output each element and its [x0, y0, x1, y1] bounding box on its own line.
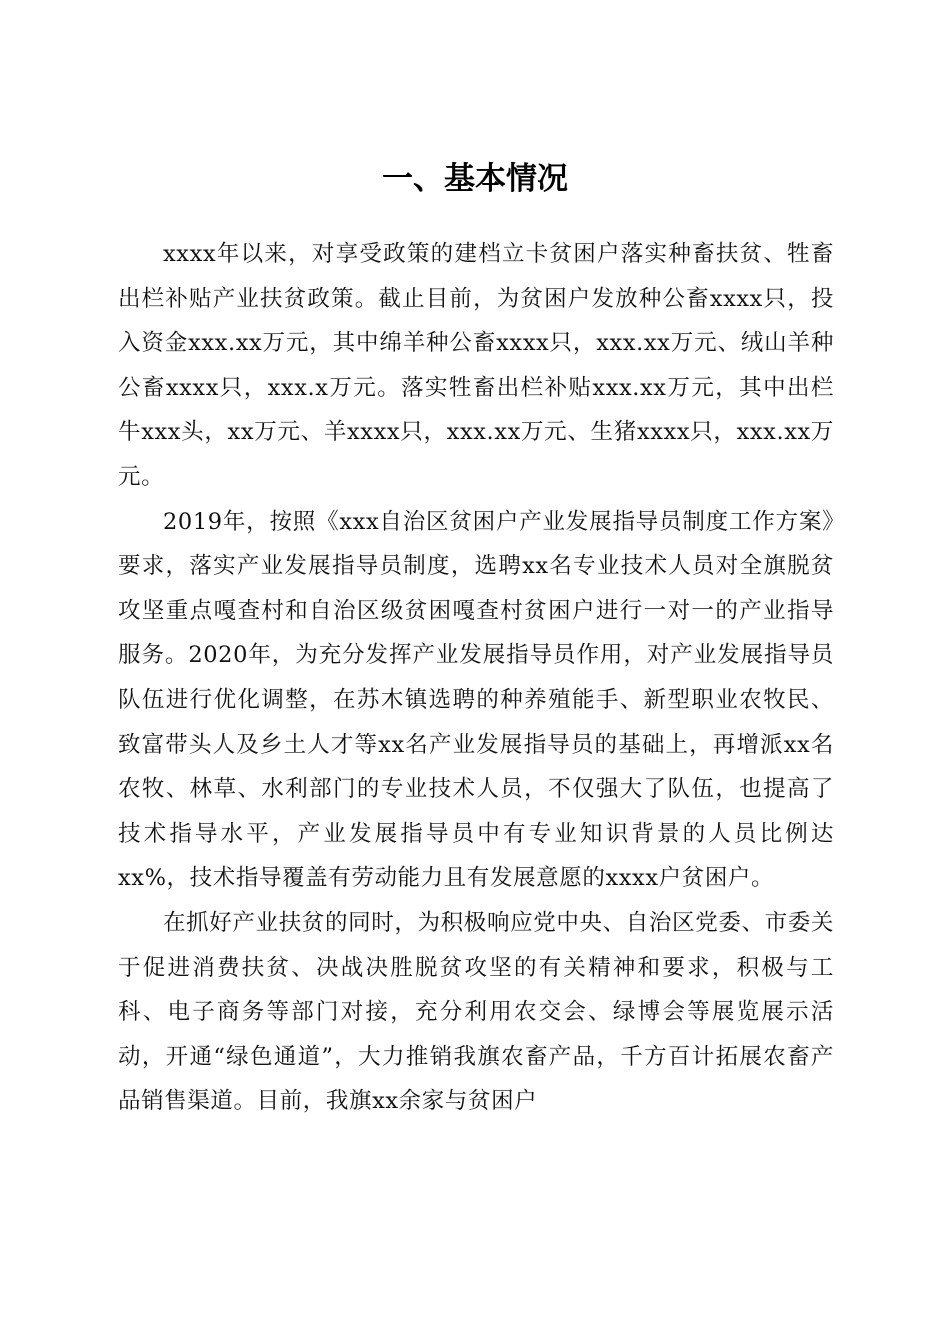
body-text — [118, 232, 834, 1124]
paragraph-consumption: 在抓好产业扶贫的同时，为积极响应党中央、自治区党委、市委关于促进消费扶贫、决战决胜脱贫攻坚的有关精神和要求，积极与工科、电子商务等部门对接，充分利用农交会、绿博会等展览展示活动，开通“绿色通道”，大力推销我旗农畜产品，千方百计拓展农畜产品销售渠道。目前，我旗xx余家与贫困户 — [118, 909, 834, 1115]
section-heading: 一、基本情况 — [382, 160, 568, 197]
paragraph-instructors: 2019年，按照《xxx自治区贫困户产业发展指导员制度工作方案》要求，落实产业发展指导员制度，选聘xx名专业技术人员对全旗脱贫攻坚重点嘎查村和自治区级贫困嘎查村贫困户进行一对一的产业指导服务。2020年，为充分发挥产业发展指导员作用，对产业发展指导员队伍进行优化调整，在苏木镇选聘的种养殖能手、新型职业农牧民、致富带头人及乡土人才等xx名产业发展指导员的基础上，再增派xx名农牧、林草、水利部门的专业技术人员，不仅强大了队伍，也提高了技术指导水平，产业发展指导员中有专业知识背景的人员比例达xx%，技术指导覆盖有劳动能力且有发展意愿的xxxx户贫困户。 — [118, 508, 834, 892]
paragraph-subsidy: xxxx年以来，对享受政策的建档立卡贫困户落实种畜扶贫、牲畜出栏补贴产业扶贫政策。截止目前，为贫困户发放种公畜xxxx只，投入资金xxx.xx万元，其中绵羊种公畜xxxx只，xxx.xx万元、绒山羊种公畜xxxx只，xxx.x万元。落实牲畜出栏补贴xxx.xx万元，其中出栏牛xxx头，xx万元、羊xxxx只，xxx.xx万元、生猪xxxx只，xxx.xx万元。 — [118, 241, 834, 490]
